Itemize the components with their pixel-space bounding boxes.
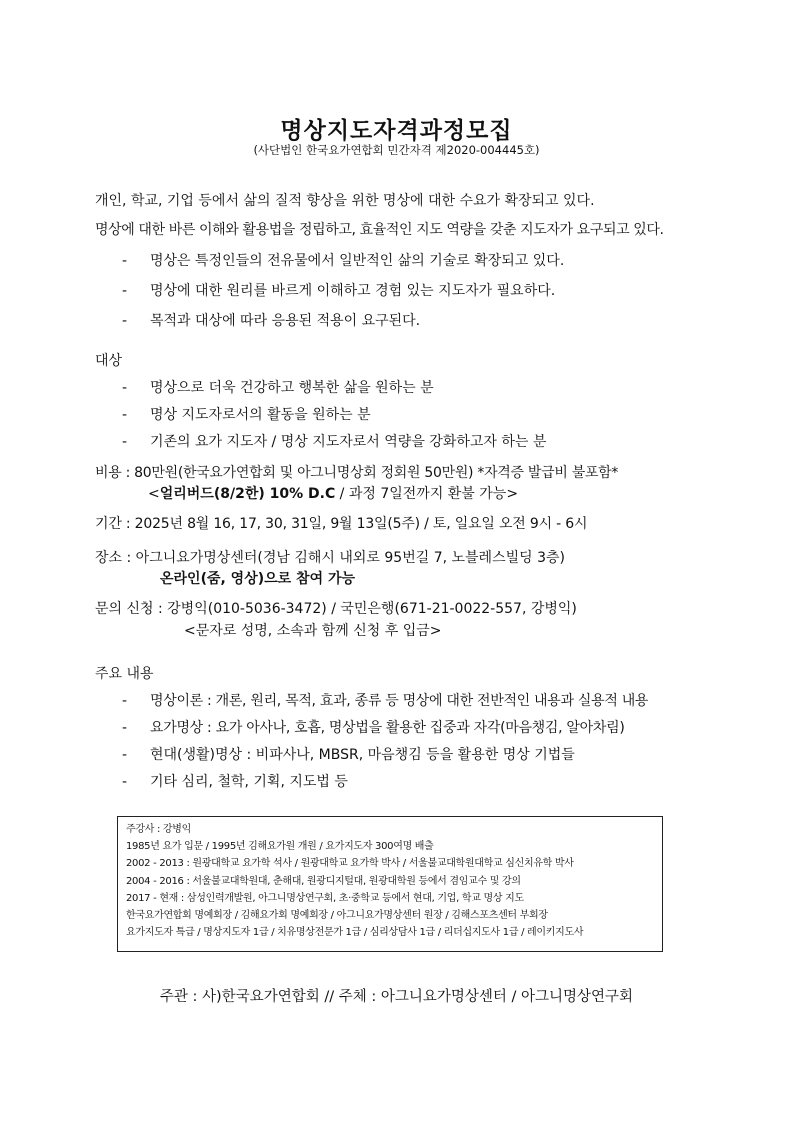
content-bullet-text: 현대(생활)명상 : 비파사나, MBSR, 마음챙김 등을 활용한 명상 기법들 — [150, 747, 575, 763]
intro-line-2: 명상에 대한 바른 이해와 활용법을 정립하고, 효율적인 지도 역량을 갖춘 지도자가 요구되고 있다. — [95, 222, 664, 238]
instructor-line: 2017 - 현재 : 삼성인력개발원, 아그니명상연구회, 초·중학교 등에서 현대, 기업, 학교 명상 지도 — [126, 892, 524, 904]
intro-bullet: - 명상에 대한 원리를 바르게 이해하고 경험 있는 지도자가 필요하다. — [122, 283, 556, 299]
early-bird-text: 얼리버드(8/2한) 10% D.C — [159, 486, 336, 502]
cost-open: < — [148, 486, 160, 502]
instructor-line: 요가지도자 특급 / 명상지도자 1급 / 치유명상전문가 1급 / 심리상담사 1급 / 리더십지도사 1급 / 레이키지도사 — [126, 927, 584, 939]
cost-line: 비용 : 80만원(한국요가연합회 및 아그니명상회 정회원 50만원) *자격증 발급비 불포함* — [95, 465, 619, 481]
instructor-line: 2004 - 2016 : 서울불교대학원대, 춘해대, 원광디지털대, 원광대학원 등에서 겸임교수 및 강의 — [126, 875, 521, 887]
intro-bullet-text: 목적과 대상에 따라 응용된 적용이 요구된다. — [150, 313, 421, 329]
target-bullet-text: 기존의 요가 지도자 / 명상 지도자로서 역량을 강화하고자 하는 분 — [150, 434, 547, 450]
intro-bullet-text: 명상은 특정인들의 전유물에서 일반적인 삶의 기술로 확장되고 있다. — [150, 253, 565, 269]
content-bullet: - 요가명상 : 요가 아사나, 호흡, 명상법을 활용한 집중과 자각(마음챙김, 알아차림) — [122, 720, 625, 736]
target-bullet-text: 명상 지도자로서의 활동을 원하는 분 — [150, 407, 371, 423]
intro-bullet: - 명상은 특정인들의 전유물에서 일반적인 삶의 기술로 확장되고 있다. — [122, 253, 565, 269]
content-heading: 주요 내용 — [95, 666, 154, 682]
instructor-line: 한국요가연합회 명예회장 / 김해요가회 명예회장 / 아그니요가명상센터 원장 / 김해스포츠센터 부회장 — [126, 910, 548, 922]
content-bullet: - 현대(생활)명상 : 비파사나, MBSR, 마음챙김 등을 활용한 명상 기법들 — [122, 747, 575, 763]
page-subtitle: (사단법인 한국요가연합회 민간자격 제2020-004445호) — [253, 143, 540, 157]
target-bullet: - 명상 지도자로서의 활동을 원하는 분 — [122, 407, 371, 423]
instructor-line: 주강사 : 강병익 — [126, 824, 191, 835]
instructor-line: 2002 - 2013 : 원광대학교 요가학 석사 / 원광대학교 요가학 박사 / 서울불교대학원대학교 심신치유학 박사 — [126, 858, 574, 870]
target-bullet: - 기존의 요가 지도자 / 명상 지도자로서 역량을 강화하고자 하는 분 — [122, 434, 547, 450]
content-bullet-text: 요가명상 : 요가 아사나, 호흡, 명상법을 활용한 집중과 자각(마음챙김, 알아차림) — [150, 720, 625, 736]
instructor-box — [117, 816, 663, 952]
place-line: 장소 : 아그니요가명상센터(경남 김해시 내외로 95번길 7, 노블레스빌딩 3층) — [95, 550, 565, 566]
period-line: 기간 : 2025년 8월 16, 17, 30, 31일, 9월 13일(5주) / 토, 일요일 오전 9시 - 6시 — [95, 516, 588, 532]
intro-bullet: - 목적과 대상에 따라 응용된 적용이 요구된다. — [122, 313, 421, 329]
inquiry-note: <문자로 성명, 소속과 함께 신청 후 입금> — [184, 623, 442, 639]
page-title: 명상지도자격과정모집 — [280, 118, 513, 144]
content-bullet: - 명상이론 : 개론, 원리, 목적, 효과, 종류 등 명상에 대한 전반적인 내용과 실용적 내용 — [122, 693, 649, 709]
content-bullet-text: 명상이론 : 개론, 원리, 목적, 효과, 종류 등 명상에 대한 전반적인 내용과 실용적 내용 — [150, 693, 649, 709]
content-bullet: - 기타 심리, 철학, 기획, 지도법 등 — [122, 774, 348, 790]
cost-rest: / 과정 7일전까지 환불 가능> — [335, 486, 519, 502]
instructor-line: 1985년 요가 입문 / 1995년 김해요가원 개원 / 요가지도자 300여명 배출 — [126, 841, 434, 853]
target-heading: 대상 — [95, 353, 123, 369]
content-bullet-text: 기타 심리, 철학, 기획, 지도법 등 — [150, 774, 348, 790]
cost-note — [148, 483, 518, 503]
organizer-footer: 주관 : 사)한국요가연합회 // 주체 : 아그니요가명상센터 / 아그니명상연구회 — [159, 989, 634, 1005]
online-note: 온라인(줌, 영상)으로 참여 가능 — [160, 571, 356, 587]
intro-bullet-text: 명상에 대한 원리를 바르게 이해하고 경험 있는 지도자가 필요하다. — [150, 283, 556, 299]
target-bullet: - 명상으로 더욱 건강하고 행복한 삶을 원하는 분 — [122, 380, 434, 396]
inquiry-line: 문의 신청 : 강병익(010-5036-3472) / 국민은행(671-21-0022-557, 강병익) — [95, 601, 577, 617]
target-bullet-text: 명상으로 더욱 건강하고 행복한 삶을 원하는 분 — [150, 380, 434, 396]
intro-line-1: 개인, 학교, 기업 등에서 삶의 질적 향상을 위한 명상에 대한 수요가 확장되고 있다. — [95, 193, 595, 209]
